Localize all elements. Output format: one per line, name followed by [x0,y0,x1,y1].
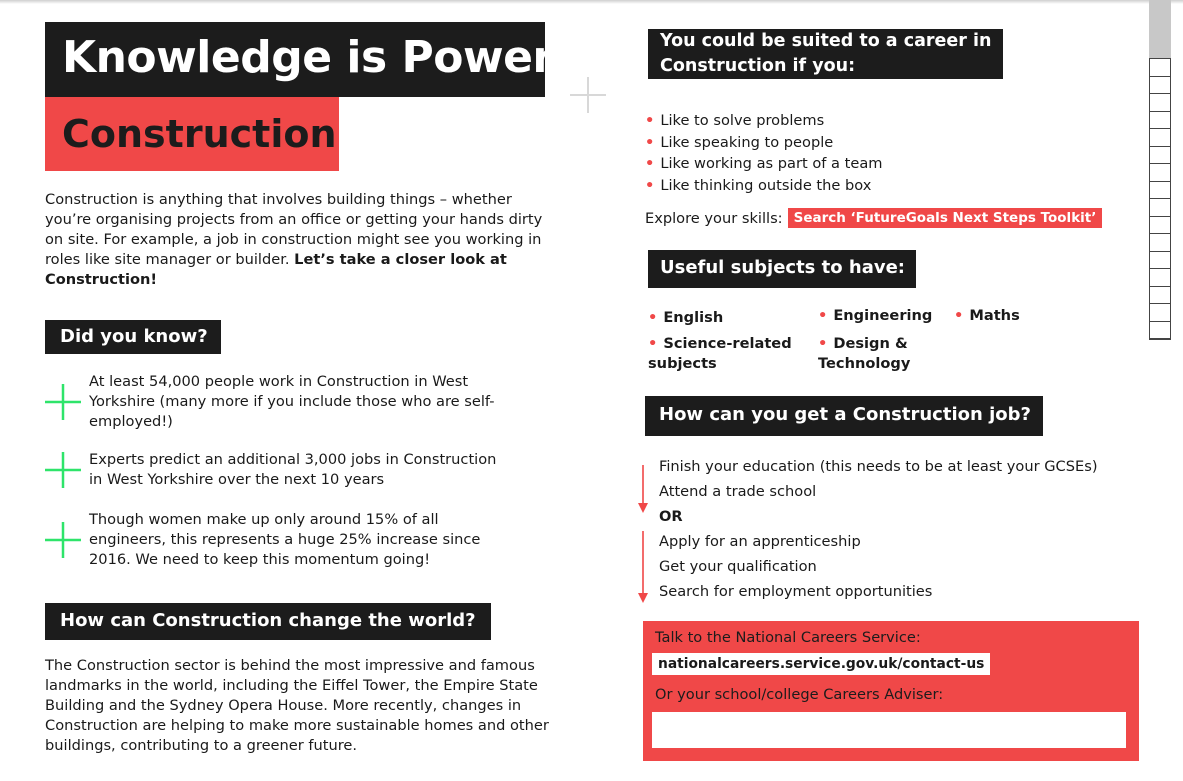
scrollbar-track [1149,58,1171,340]
list-item-text: Like working as part of a team [660,155,883,172]
red-down-arrow-icon [636,465,650,607]
change-world-text: The Construction sector is behind the most impressive and famous landmarks in the world, including the Eiffel Tower, the Empire State Building and the Sydney Opera House. More recently, changes in Construction are helping to make more sustainable homes and other buildings, contributing to a greener future. [45,657,549,754]
scrollbar-rule [1150,216,1170,217]
scrollbar-rule [1150,233,1170,234]
scrollbar-rule [1150,146,1170,147]
steps-list [659,457,1098,607]
scrollbar-rule [1150,111,1170,112]
scrollbar-rule [1150,128,1170,129]
scrollbar-rule [1150,338,1170,339]
scrollbar-rule [1150,76,1170,77]
bullet-icon: • [645,133,655,151]
step-item: Apply for an apprenticeship [659,533,861,550]
suited-list [645,110,882,196]
subject-text: English [663,309,724,326]
green-plus-icon [45,522,81,558]
subject-text: Design & Technology [818,335,911,372]
step-or: OR [659,508,683,525]
step-item: Finish your education (this needs to be at least your GCSEs) [659,458,1098,475]
list-item-text: Like to solve problems [660,112,825,129]
list-item-text: Like thinking outside the box [660,176,872,194]
subject-item [954,306,1020,326]
bullet-icon: • [954,307,964,324]
bullet-icon: • [645,112,655,129]
step-item: Search for employment opportunities [659,583,933,600]
did-you-know-heading: Did you know? [45,320,221,354]
fact-text: Experts predict an additional 3,000 jobs in Construction in West Yorkshire over the next 10 years [89,451,497,488]
bullet-icon: • [818,335,828,352]
green-plus-icon [45,452,81,488]
subject-item [818,334,938,374]
subject-item [648,334,798,374]
bullet-icon: • [648,335,658,352]
intro-bold: Let’s take a closer look at Construction! [45,251,507,288]
bullet-icon: • [645,176,655,194]
scrollbar-rule [1150,321,1170,322]
scrollbar-rule [1150,163,1170,164]
scrollbar-rule [1150,181,1170,182]
top-shadow-line [0,0,1183,4]
suited-heading-line2: Construction if you: [648,54,867,79]
scrollbar-rule [1150,93,1170,94]
bullet-icon: • [648,309,658,326]
fact-text: At least 54,000 people work in Construction in West Yorkshire (many more if you include those who are self-employed!) [89,373,495,430]
careers-service-label: Talk to the National Careers Service: [655,629,921,646]
scrollbar-rule [1150,303,1170,304]
list-item [645,175,882,197]
scrollbar-rule [1150,58,1170,59]
school-adviser-label: Or your school/college Careers Adviser: [655,686,944,703]
scrollbar[interactable] [1149,0,1171,340]
useful-subjects-heading: Useful subjects to have: [648,250,916,288]
list-item [645,153,882,175]
grey-plus-icon [570,77,606,113]
adviser-field[interactable] [652,712,1126,748]
scrollbar-rule [1150,251,1170,252]
fact-text: Though women make up only around 15% of all engineers, this represents a huge 25% increase since 2016. We need to keep this momentum going! [89,511,481,568]
scrollbar-rule [1150,198,1170,199]
page-title: Knowledge is Power: [45,22,545,97]
subject-text: Science-related subjects [648,335,792,372]
how-get-job-heading: How can you get a Construction job? [645,396,1043,436]
subject-item [818,306,932,326]
step-item: Get your qualification [659,558,817,575]
intro-text: Construction is anything that involves building things – whether you’re organising projects from an office or getting your hands dirty on site. For example, a job in construction might see you working in roles like site manager or builder. [45,191,543,268]
subject-text: Maths [969,307,1020,324]
list-item [645,110,882,132]
green-plus-icon [45,384,81,420]
explore-skills [645,208,1102,228]
bullet-icon: • [645,155,655,172]
subject-text: Engineering [833,307,933,324]
subject-item [648,308,723,328]
list-item [645,132,882,154]
careers-service-link[interactable]: nationalcareers.service.gov.uk/contact-us [652,653,990,675]
step-item: Attend a trade school [659,483,817,500]
suited-heading [648,29,1003,79]
intro-paragraph [45,190,545,290]
toolkit-search-link[interactable]: Search ‘FutureGoals Next Steps Toolkit’ [788,208,1103,228]
change-world-heading: How can Construction change the world? [45,603,491,640]
explore-label: Explore your skills: [645,209,783,227]
suited-heading-line1: You could be suited to a career in [648,29,1003,54]
scrollbar-rule [1150,286,1170,287]
scrollbar-rule [1150,268,1170,269]
bullet-icon: • [818,307,828,324]
page-subtitle: Construction [45,97,339,171]
scrollbar-thumb[interactable] [1149,0,1171,58]
list-item-text: Like speaking to people [660,133,834,151]
